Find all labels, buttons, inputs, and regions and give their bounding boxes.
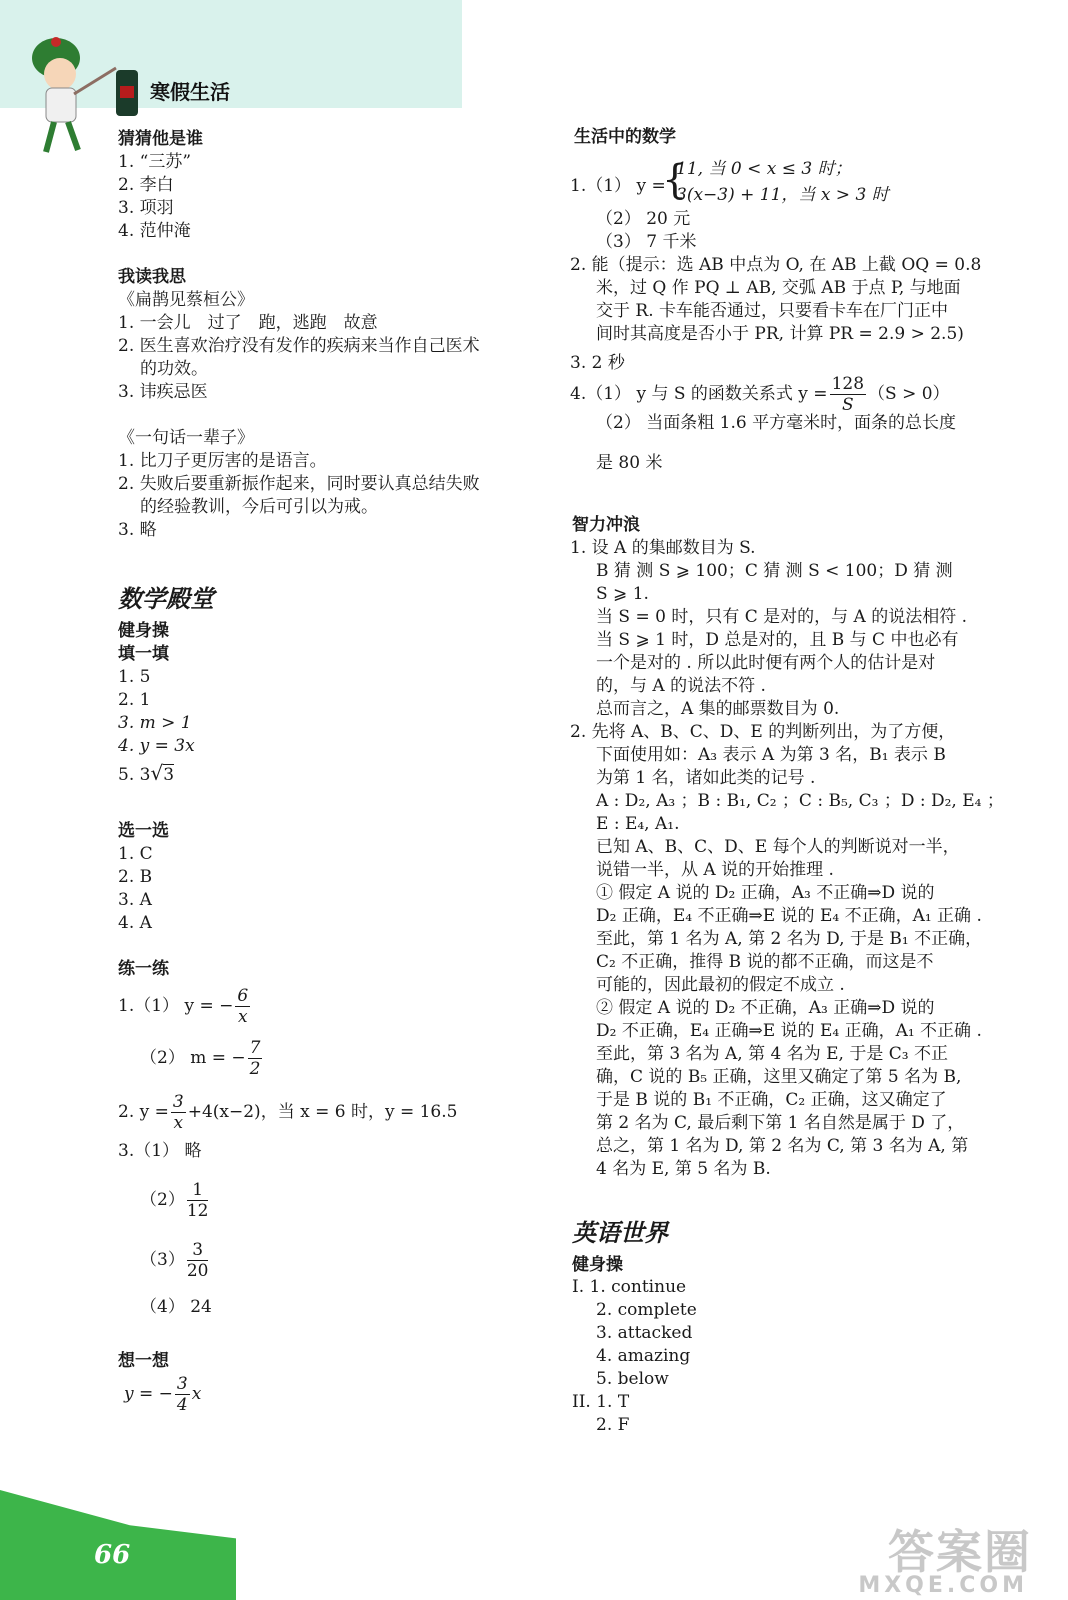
practice-item: （2） $\frac{1}{12}$ [140,1180,209,1221]
math-sub-heading: 健身操 [118,621,169,641]
choose-heading: 选一选 [118,821,169,841]
iq-line: 的，与 A 的说法不符 . [596,676,766,696]
practice-item: 1.（1） y = − $\frac{6}{x}$ [118,986,249,1027]
iq-line: 说错一半，从 A 说的开始推理 . [596,860,834,880]
life-q2-line: 间时其高度是否小于 PR, 计算 PR = 2.9 > 2.5) [596,324,964,344]
choose-item: 2. B [118,867,153,887]
english-item: 3. attacked [596,1323,693,1343]
life-q4-2: （2） 当面条粗 1.6 平方毫米时，面条的总长度 [596,413,957,433]
fill-item: 3. m > 1 [118,713,192,733]
read-heading: 我读我思 [118,267,186,287]
iq-line: 总而言之，A 集的邮票数目为 0. [596,699,840,719]
choose-item: 4. A [118,913,152,933]
iq-line: 当 S ⩾ 1 时，D 总是对的，且 B 与 C 中也必有 [596,630,959,650]
iq-line: 为第 1 名，诸如此类的记号 . [596,768,816,788]
life-math-heading: 生活中的数学 [574,127,676,147]
fill-item: 2. 1 [118,690,151,710]
choose-item: 1. C [118,844,153,864]
life-q2-line: 米，过 Q 作 PQ ⊥ AB, 交弧 AB 于点 P, 与地面 [596,278,961,298]
english-item: 2. F [596,1415,630,1435]
practice-heading: 练一练 [118,959,169,979]
iq-line: E : E₄, A₁. [596,814,680,834]
math-section-title: 数学殿堂 [118,584,214,613]
read-item: 3. 略 [118,520,157,540]
iq-line: 第 2 名为 C, 最后剩下第 1 名自然是属于 D 了， [596,1113,965,1133]
fill-item: 1. 5 [118,667,151,687]
iq-line: 4 名为 E, 第 5 名为 B. [596,1159,771,1179]
practice-item: （3） $\frac{3}{20}$ [140,1240,209,1281]
guess-item: 3. 项羽 [118,198,174,218]
watermark-url: MXQE.COM [858,1573,1028,1598]
choose-item: 3. A [118,890,152,910]
iq-line: 确，C 说的 B₅ 正确，这里又确定了第 5 名为 B, [596,1067,962,1087]
iq-line: ① 假定 A 说的 D₂ 正确，A₃ 不正确⇒D 说的 [596,883,935,903]
life-q3: 3. 2 秒 [570,353,625,373]
english-section-title: 英语世界 [572,1218,668,1247]
watermark: 答案圈 [888,1525,1032,1579]
think-heading: 想一想 [118,1351,169,1371]
iq-line: 下面使用如：A₃ 表示 A 为第 3 名，B₁ 表示 B [596,745,946,765]
iq-line: 至此，第 3 名为 A, 第 4 名为 E, 于是 C₃ 不正 [596,1044,948,1064]
fill-item: 4. y = 3x [118,736,195,756]
iq-line: B 猜 测 S ⩾ 100；C 猜 测 S < 100；D 猜 测 [596,561,953,581]
english-item: 2. complete [596,1300,697,1320]
life-q4-2: 是 80 米 [596,453,663,473]
iq-line: ② 假定 A 说的 D₂ 不正确，A₃ 正确⇒D 说的 [596,998,935,1018]
read-item: 2. 失败后要重新振作起来，同时要认真总结失败 [118,474,480,494]
english-item: 5. below [596,1369,669,1389]
iq-line: C₂ 不正确，推得 B 说的都不正确，而这是不 [596,952,934,972]
piecewise-case: 3(x−3) + 11，当 x > 3 时 [676,185,889,205]
iq-line: A : D₂, A₃ ；B : B₁, C₂ ；C : B₅, C₃ ；D : D₂, E₄ ； [596,791,1004,811]
iq-line: D₂ 正确，E₄ 不正确⇒E 说的 E₄ 不正确，A₁ 正确 . [596,906,982,926]
life-q1-3: （3） 7 千米 [596,232,697,252]
read-item: 1. 一会儿 过了 跑，逃跑 故意 [118,313,378,333]
iq-line: 一个是对的 . 所以此时便有两个人的估计是对 [596,653,936,673]
life-q1-2: （2） 20 元 [596,209,691,229]
life-q2-line: 2. 能（提示：选 AB 中点为 O, 在 AB 上截 OQ = 0.8 [570,255,982,275]
fill-heading: 填一填 [118,644,169,664]
iq-line: 当 S = 0 时，只有 C 是对的，与 A 的说法相符 . [596,607,968,627]
read-item: 2. 医生喜欢治疗没有发作的疾病来当作自己医术 [118,336,480,356]
practice-item: 2. y = $\frac{3}{x}$ +4(x−2)，当 x = 6 时，y = 16.5 [118,1092,458,1133]
life-q1: 1.（1） y = [570,176,666,196]
book-title: 《一句话一辈子》 [118,428,254,448]
piecewise-case: 11, 当 0 < x ≤ 3 时； [676,159,852,179]
read-item: 1. 比刀子更厉害的是语言。 [118,451,327,471]
guess-item: 1. “三苏” [118,152,192,172]
iq-line: 于是 B 说的 B₁ 不正确，C₂ 正确，这又确定了 [596,1090,947,1110]
iq-heading: 智力冲浪 [572,515,640,535]
english-item: 4. amazing [596,1346,691,1366]
book-title: 《扁鹊见蔡桓公》 [118,290,254,310]
guess-item: 2. 李白 [118,175,174,195]
iq-line: D₂ 不正确，E₄ 正确⇒E 说的 E₄ 正确，A₁ 不正确 . [596,1021,982,1041]
life-q2-line: 交于 R. 卡车能否通过，只要看卡车在厂门正中 [596,301,949,321]
read-item: 3. 讳疾忌医 [118,382,208,402]
piecewise-brace: { [662,157,688,203]
life-q4: 4.（1） y 与 S 的函数关系式 y = $\frac{128}{S}$ （S > 0） [570,374,950,415]
iq-line: 1. 设 A 的集邮数目为 S. [570,538,756,558]
guess-item: 4. 范仲淹 [118,221,191,241]
english-sub-heading: 健身操 [572,1255,623,1275]
read-item: 的经验教训，今后可引以为戒。 [140,497,378,517]
think-answer: y = − $\frac{3}{4}$ x [124,1374,202,1415]
fill-item: 5. 3√3 [118,761,175,785]
practice-item: 3.（1） 略 [118,1141,202,1161]
english-item: II. 1. T [572,1392,630,1412]
iq-line: 可能的，因此最初的假定不成立 . [596,975,845,995]
iq-line: S ⩾ 1. [596,584,649,604]
read-item: 的功效。 [140,359,208,379]
header-title: 寒假生活 [150,80,230,104]
practice-item: （2） m = − $\frac{7}{2}$ [140,1038,261,1079]
practice-item: （4） 24 [140,1297,212,1317]
iq-line: 2. 先将 A、B、C、D、E 的判断列出，为了方便， [570,722,956,742]
guess-heading: 猜猜他是谁 [118,129,203,149]
iq-line: 至此，第 1 名为 A, 第 2 名为 D, 于是 B₁ 不正确， [596,929,983,949]
english-item: I. 1. continue [572,1277,687,1297]
iq-line: 已知 A、B、C、D、E 每个人的判断说对一半， [596,837,960,857]
page-number: 66 [94,1540,131,1570]
iq-line: 总之，第 1 名为 D, 第 2 名为 C, 第 3 名为 A, 第 [596,1136,969,1156]
